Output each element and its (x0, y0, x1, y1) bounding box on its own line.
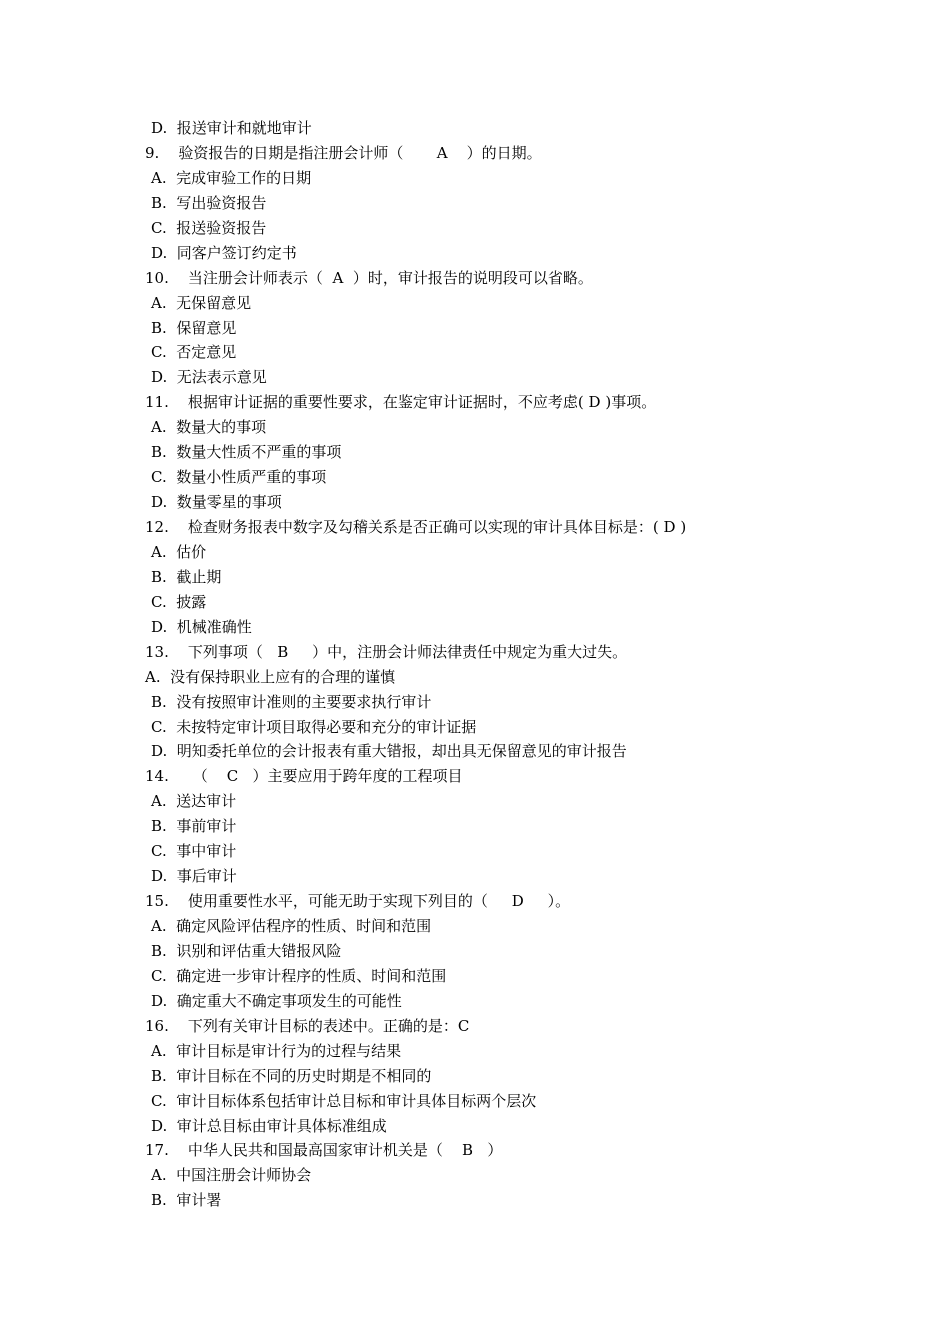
question-line: 11. 根据审计证据的重要性要求，在鉴定审计证据时，不应考虑( D )事项。 (145, 393, 657, 412)
option-line: A. 估价 (151, 542, 207, 561)
question-line: 17. 中华人民共和国最高国家审计机关是（ B ） (145, 1141, 503, 1160)
option-line: B. 截止期 (151, 567, 222, 586)
option-line: A. 数量大的事项 (151, 418, 267, 437)
option-line: A. 审计目标是审计行为的过程与结果 (151, 1041, 402, 1060)
option-line: D. 确定重大不确定事项发生的可能性 (151, 991, 402, 1010)
question-line: 14. （ C ）主要应用于跨年度的工程项目 (145, 767, 463, 786)
option-line: B. 写出验资报告 (151, 193, 267, 212)
question-line: 9. 验资报告的日期是指注册会计师（ A ）的日期。 (145, 143, 542, 162)
option-line: A. 送达审计 (151, 792, 237, 811)
option-line: D. 无法表示意见 (151, 368, 267, 387)
option-line: D. 事后审计 (151, 867, 237, 886)
option-line: D. 审计总目标由审计具体标准组成 (151, 1116, 387, 1135)
option-line: B. 数量大性质不严重的事项 (151, 443, 342, 462)
question-line: 10. 当注册会计师表示（ A ）时，审计报告的说明段可以省略。 (145, 268, 593, 287)
question-line: 13. 下列事项（ B ）中，注册会计师法律责任中规定为重大过失。 (145, 642, 628, 661)
option-line: B. 识别和评估重大错报风险 (151, 941, 342, 960)
option-line: B. 审计目标在不同的历史时期是不相同的 (151, 1066, 432, 1085)
option-line: B. 保留意见 (151, 318, 237, 337)
option-line: A. 确定风险评估程序的性质、时间和范围 (151, 917, 432, 935)
option-line: D. 报送审计和就地审计 (151, 119, 312, 137)
option-line: A. 完成审验工作的日期 (151, 168, 312, 187)
option-line: B. 审计署 (151, 1191, 222, 1210)
option-line: A. 没有保持职业上应有的合理的谨慎 (145, 667, 396, 686)
option-line: C. 数量小性质严重的事项 (151, 468, 327, 487)
option-line: A. 无保留意见 (151, 293, 252, 312)
option-line: D. 明知委托单位的会计报表有重大错报，却出具无保留意见的审计报告 (151, 742, 627, 761)
option-line: B. 没有按照审计准则的主要要求执行审计 (151, 692, 432, 711)
option-line: C. 事中审计 (151, 842, 237, 861)
option-line: C. 审计目标体系包括审计总目标和审计具体目标两个层次 (151, 1091, 537, 1110)
question-line: 15. 使用重要性水平，可能无助于实现下列目的（ D ）。 (145, 892, 571, 911)
option-line: D. 数量零星的事项 (151, 493, 282, 512)
option-line: C. 否定意见 (151, 343, 237, 362)
option-line: B. 事前审计 (151, 817, 237, 836)
option-line: D. 机械准确性 (151, 617, 252, 636)
option-line: C. 报送验资报告 (151, 218, 267, 237)
option-line: C. 确定进一步审计程序的性质、时间和范围 (151, 966, 447, 985)
option-line: A. 中国注册会计师协会 (151, 1166, 312, 1185)
option-line: D. 同客户签订约定书 (151, 243, 297, 262)
question-line: 16. 下列有关审计目标的表述中。正确的是：C (145, 1016, 470, 1035)
option-line: C. 未按特定审计项目取得必要和充分的审计证据 (151, 717, 477, 736)
option-line: C. 披露 (151, 592, 207, 611)
question-list (145, 116, 845, 1213)
question-line: 12. 检查财务报表中数字及勾稽关系是否正确可以实现的审计具体目标是：( D ) (145, 518, 687, 536)
